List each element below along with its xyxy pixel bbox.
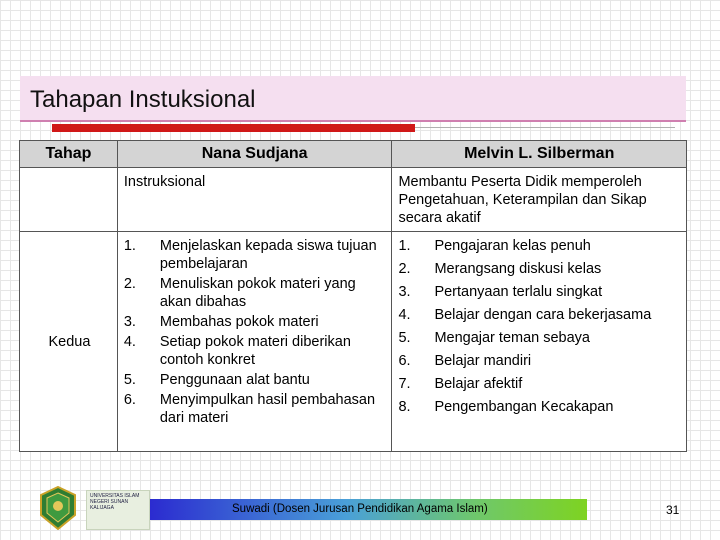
list-item-number: 6. [398,353,411,369]
list-item-text: Menyimpulkan hasil pembahasan dari materi [159,392,376,426]
list-item-text: Belajar afektif [434,376,523,392]
list-item [124,237,388,273]
list-item [124,313,388,331]
list-item [398,329,682,347]
list-item-text: Menuliskan pokok materi yang akan dibahas [159,276,356,310]
list-item-number: 1. [123,238,136,254]
slide-title: Tahapan Instuksional [30,86,256,113]
list-item [398,398,682,416]
sudjana-cell-instruksional: Instruksional [117,168,392,232]
list-item-number: 2. [123,276,136,292]
list-item [124,275,388,311]
list-item [124,333,388,369]
list-item-text: Merangsang diskusi kelas [434,261,602,277]
list-item-text: Setiap pokok materi diberikan contoh konkret [159,334,351,368]
list-item [124,371,388,389]
list-item-number: 3. [123,314,136,330]
sudjana-steps-list [124,237,388,427]
header-tahap: Tahap [20,141,118,168]
sudjana-steps-cell [117,232,392,452]
list-item-text: Penggunaan alat bantu [159,372,310,388]
tahap-cell-empty [20,168,118,232]
list-item-number: 4. [398,307,411,323]
list-item-number: 5. [398,330,411,346]
page-number: 31 [666,503,680,517]
list-item-number: 4. [123,334,136,350]
list-item-text: Menjelaskan kepada siswa tujuan pembelajaran [159,238,377,272]
list-item-number: 2. [398,261,411,277]
list-item [398,375,682,393]
silberman-cell-instruksional: Membantu Peserta Didik memperoleh Pengetahuan, Keterampilan dan Sikap secara akatif [392,168,687,232]
list-item [124,391,388,427]
silberman-steps-list [398,237,682,416]
list-item-text: Pengembangan Kecakapan [434,399,614,415]
header-melvin-silberman: Melvin L. Silberman [392,141,687,168]
table-header-row [20,141,687,168]
table-row-instruksional [20,168,687,232]
footer-credit: Suwadi (Dosen Jurusan Pendidikan Agama Islam) [232,503,488,515]
university-logo-icon [38,486,78,530]
list-item-number: 3. [398,284,411,300]
list-item-text: Belajar dengan cara bekerjasama [434,307,652,323]
accent-bar [52,124,415,132]
title-underline [20,120,686,122]
list-item [398,352,682,370]
silberman-steps-cell [392,232,687,452]
list-item-text: Mengajar teman sebaya [434,330,591,346]
list-item-number: 6. [123,392,136,408]
list-item [398,260,682,278]
list-item-number: 7. [398,376,411,392]
list-item-text: Membahas pokok materi [159,314,319,330]
list-item-text: Pengajaran kelas penuh [434,238,591,254]
tahap-cell-kedua: Kedua [20,232,118,452]
list-item-number: 8. [398,399,411,415]
list-item-text: Belajar mandiri [434,353,532,369]
list-item-text: Pertanyaan terlalu singkat [434,284,603,300]
table-row-kedua [20,232,687,452]
divider-rule [415,127,675,128]
list-item-number: 5. [123,372,136,388]
header-nana-sudjana: Nana Sudjana [117,141,392,168]
list-item [398,283,682,301]
list-item [398,237,682,255]
list-item-number: 1. [398,238,411,254]
list-item [398,306,682,324]
logo-card-text: UNIVERSITAS ISLAM NEGERI SUNAN KALIJAGA [90,493,140,511]
comparison-table [19,140,687,452]
